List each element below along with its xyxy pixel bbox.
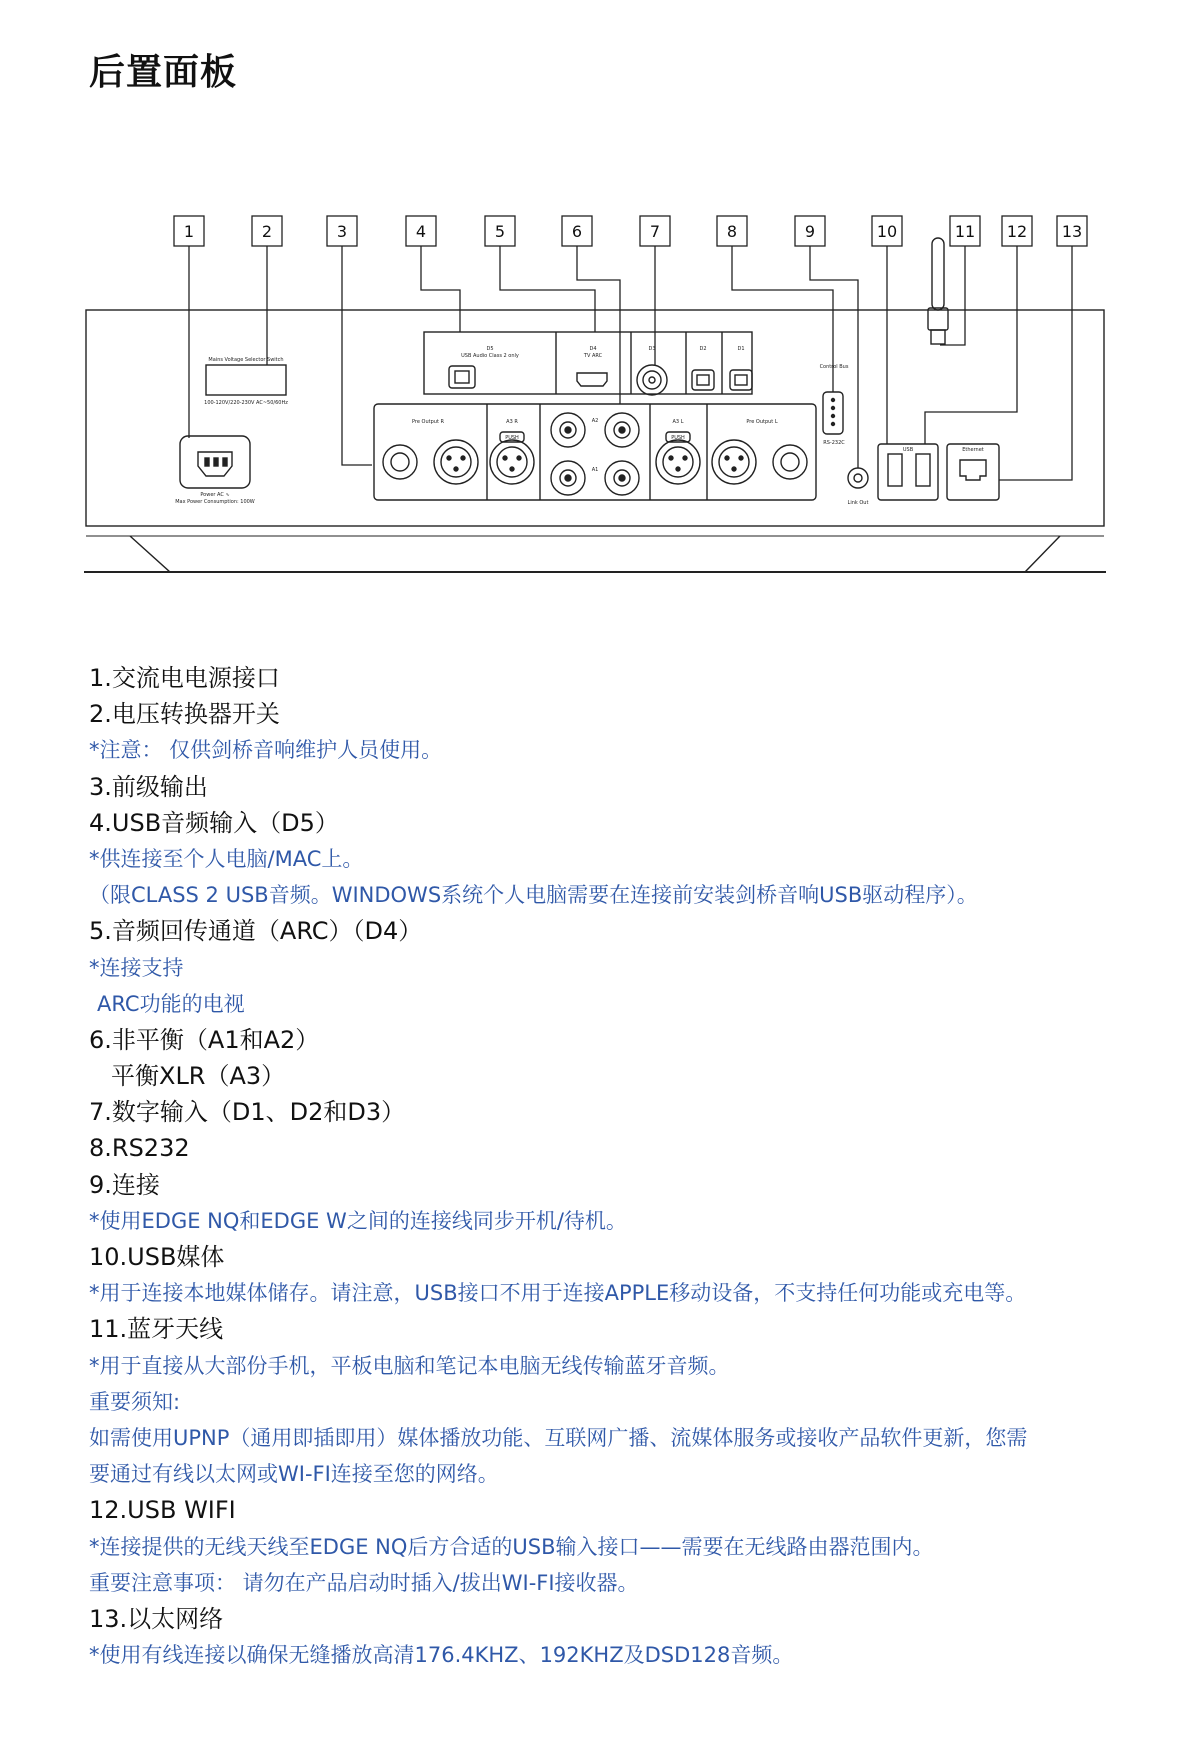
callout-13: 13 — [1061, 222, 1083, 241]
item-heading: 7.数字输入（D1、D2和D3） — [89, 1098, 406, 1127]
item-heading: 9.连接 — [89, 1170, 160, 1199]
label-max-power: Max Power Consumption: 100W — [175, 499, 255, 505]
item-heading: 10.USB媒体 — [89, 1243, 225, 1271]
label-d2: D2 — [699, 346, 707, 352]
item-note: *供连接至个人电脑/MAC上。 — [89, 846, 364, 871]
label-pre-output-l: Pre Output L — [746, 419, 778, 425]
callout-5: 5 — [494, 222, 506, 241]
label-usb: USB — [902, 447, 914, 453]
page-title: 后置面板 — [89, 52, 238, 93]
item-note: ARC功能的电视 — [97, 991, 245, 1016]
label-push-l: PUSH — [671, 435, 685, 441]
item-note: *用于连接本地媒体储存。请注意，USB接口不用于连接APPLE移动设备，不支持任何功能或充电等。 — [89, 1281, 1027, 1306]
label-a2: A2 — [591, 418, 599, 424]
label-d5: D5 — [486, 346, 494, 352]
callout-8: 8 — [726, 222, 738, 241]
label-voltage-switch: Mains Voltage Selector Switch — [208, 357, 284, 363]
callout-1: 1 — [183, 222, 195, 241]
callout-9: 9 — [804, 222, 816, 241]
description-list — [89, 660, 1149, 1673]
label-d4: D4 — [589, 346, 597, 352]
label-push-r: PUSH — [505, 435, 519, 441]
item-heading: 3.前级输出 — [89, 772, 208, 801]
item-note: （限CLASS 2 USB音频。WINDOWS系统个人电脑需要在连接前安装剑桥音响USB驱动程序）。 — [89, 883, 978, 908]
rear-panel-diagram — [0, 190, 1200, 610]
item-note: 如需使用UPNP（通用即插即用）媒体播放功能、互联网广播、流媒体服务或接收产品软件更新，您需 — [89, 1425, 1028, 1450]
item-note: *用于直接从大部份手机，平板电脑和笔记本电脑无线传输蓝牙音频。 — [89, 1353, 730, 1378]
item-note: *连接支持 — [89, 955, 184, 980]
label-d5-note: USB Audio Class 2 only — [461, 353, 519, 359]
label-a3l: A3 L — [672, 419, 684, 425]
label-ethernet: Ethernet — [962, 447, 984, 453]
label-control-bus: Control Bus — [819, 364, 849, 370]
callout-4: 4 — [415, 222, 427, 241]
label-d3: D3 — [648, 346, 656, 352]
label-rs232: RS-232C — [823, 440, 845, 446]
item-note: 重要注意事项： 请勿在产品启动时插入/拔出WI-FI接收器。 — [89, 1570, 639, 1595]
callout-6: 6 — [571, 222, 583, 241]
label-link-out: Link Out — [847, 500, 869, 506]
callout-7: 7 — [649, 222, 661, 241]
item-heading: 11.蓝牙天线 — [89, 1315, 224, 1344]
item-heading: 平衡XLR（A3） — [111, 1062, 286, 1091]
label-a3r: A3 R — [506, 419, 518, 425]
item-note: *使用EDGE NQ和EDGE W之间的连接线同步开机/待机。 — [89, 1208, 627, 1233]
label-pre-output-r: Pre Output R — [412, 419, 444, 425]
label-power-ac: Power AC ∿ — [200, 492, 230, 498]
item-heading: 8.RS232 — [89, 1134, 190, 1163]
item-heading: 1.交流电电源接口 — [89, 664, 280, 692]
callout-10: 10 — [876, 222, 898, 241]
item-note: *连接提供的无线天线至EDGE NQ后方合适的USB输入接口——需要在无线路由器范围内。 — [89, 1534, 934, 1559]
item-heading: 5.音频回传通道（ARC）（D4） — [89, 917, 423, 946]
item-note: *注意： 仅供剑桥音响维护人员使用。 — [89, 738, 443, 763]
item-note: 重要须知: — [89, 1389, 181, 1414]
item-note: *使用有线连接以确保无缝播放高清176.4KHZ、192KHZ及DSD128音频。 — [89, 1643, 794, 1668]
callout-3: 3 — [336, 222, 348, 241]
item-heading: 6.非平衡（A1和A2） — [89, 1025, 320, 1054]
callout-12: 12 — [1006, 222, 1028, 241]
callout-11: 11 — [954, 222, 976, 241]
item-heading: 4.USB音频输入（D5） — [89, 808, 339, 837]
label-voltage-range: 100-120V/220-230V AC~50/60Hz — [204, 400, 288, 406]
item-note: 要通过有线以太网或WI-FI连接至您的网络。 — [89, 1462, 499, 1487]
item-heading: 2.电压转换器开关 — [89, 700, 280, 729]
item-heading: 13.以太网络 — [89, 1604, 224, 1633]
label-a1: A1 — [591, 467, 599, 473]
item-heading: 12.USB WIFI — [89, 1496, 236, 1525]
label-d1: D1 — [737, 346, 745, 352]
callout-2: 2 — [261, 222, 273, 241]
label-d4-note: TV ARC — [583, 353, 603, 359]
